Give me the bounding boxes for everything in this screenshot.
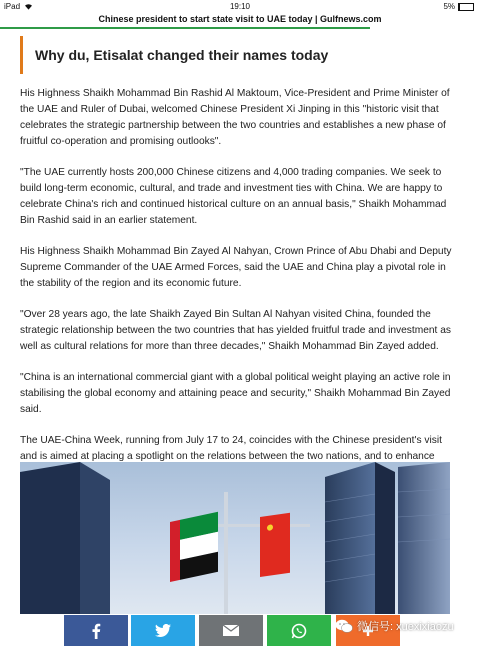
article-paragraph: His Highness Shaikh Mohammad Bin Zayed Al Nahyan, Crown Prince of Abu Dhabi and Deputy Supreme Commander of the UAE Armed Forces, said the UAE and China play a pivotal role in the stability of the region and its economic future. xyxy=(20,246,452,289)
article-paragraph: The UAE-China Week, running from July 17 to 24, coincides with the Chinese president's visit and is aimed at placing a spotlight on the relations between the two nations, and to enhance xyxy=(20,435,442,462)
article-body xyxy=(20,86,460,512)
whatsapp-share-button[interactable] xyxy=(267,615,331,646)
related-headline[interactable]: Why du, Etisalat changed their names today xyxy=(35,47,329,63)
twitter-icon xyxy=(155,624,171,637)
article-photo[interactable] xyxy=(20,462,450,614)
article-paragraph: His Highness Shaikh Mohammad Bin Rashid Al Maktoum, Vice-President and Prime Minister of the UAE and Ruler of Dubai, welcomed Chinese President Xi Jinping in this "historic visit that celebrates the strategic partnership between the two countries and establishes a new phase of fruitful co-operation and promising outlooks". xyxy=(20,88,450,147)
skyline-flags-illustration xyxy=(20,462,450,614)
facebook-icon xyxy=(91,623,101,639)
page-title-bar[interactable]: Chinese president to start state visit to UAE today | Gulfnews.com xyxy=(98,14,382,24)
whatsapp-icon xyxy=(291,623,307,639)
email-share-button[interactable] xyxy=(199,615,263,646)
article-paragraph: "Over 28 years ago, the late Shaikh Zayed Bin Sultan Al Nahyan visited China, founded the strategic relationship between the two countries that has yielded fruitful trade and investment as well as cultural relations for more than three decades," Shaikh Mohammad Bin Zayed added. xyxy=(20,309,451,352)
related-article-box[interactable] xyxy=(20,36,460,74)
battery-percent: 5% xyxy=(443,2,455,11)
article-paragraph: "The UAE currently hosts 200,000 Chinese citizens and 4,000 trading companies. We seek to build long-term economic, cultural, and trade and investment ties with China. We are happy to celebrate China's rich and continued historical culture on an annual basis," Shaikh Mohammad Bin Rashid said in an earlier statement. xyxy=(20,167,447,226)
mail-icon xyxy=(223,625,239,636)
status-right xyxy=(443,2,474,11)
page-load-progress xyxy=(0,27,370,29)
wechat-icon xyxy=(335,619,353,633)
facebook-share-button[interactable] xyxy=(64,615,128,646)
device-label: iPad xyxy=(4,2,21,11)
battery-icon xyxy=(458,3,474,11)
twitter-share-button[interactable] xyxy=(131,615,195,646)
watermark-text: 微信号: xuexixiaozu xyxy=(357,621,454,633)
article-paragraph: "China is an international commercial giant with a global political weight playing an active role in stabilising the global economy and attaining peace and security," Shaikh Mohammad Bin Zayed said. xyxy=(20,372,451,415)
clock: 19:10 xyxy=(229,2,251,11)
status-bar xyxy=(0,0,480,13)
wechat-watermark xyxy=(335,616,454,636)
